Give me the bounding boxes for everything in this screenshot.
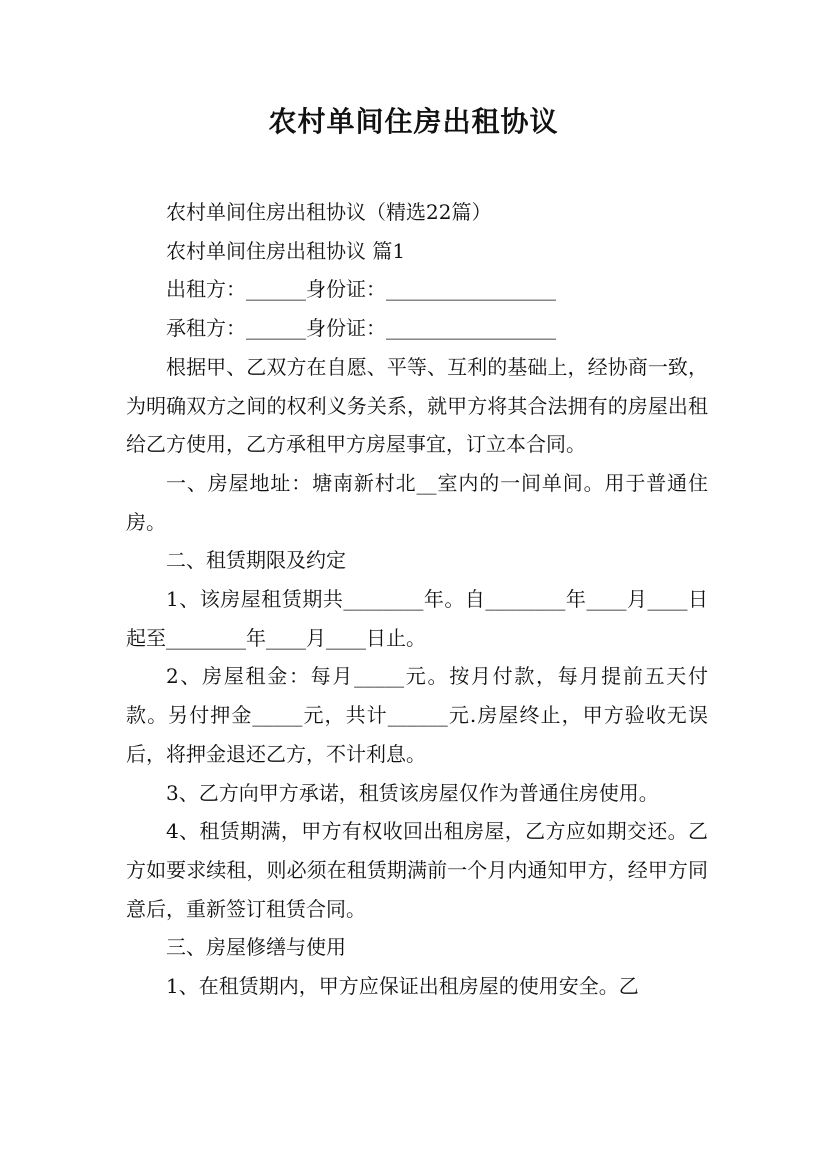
paragraph-expiry: 4、租赁期满，甲方有权收回出租房屋，乙方应如期交还。乙方如要求续租，则必须在租赁期满前一个月内通知甲方，经甲方同意后，重新签订租赁合同。	[126, 819, 708, 921]
paragraph-usage: 3、乙方向甲方承诺，租赁该房屋仅作为普通住房使用。	[166, 780, 659, 805]
paragraph-repair-heading: 三、房屋修缮与使用	[166, 935, 346, 960]
paragraph-repair-safety: 1、在租赁期内，甲方应保证出租房屋的使用安全。乙	[166, 974, 639, 999]
paragraph-rent: 2、房屋租金：每月_____元。按月付款，每月提前五天付款。另付押金_____元，共计______元.房屋终止，甲方验收无误后，将押金退还乙方，不计利息。	[126, 664, 708, 766]
paragraph-lessee: 承租方：______身份证：_________________	[166, 316, 556, 341]
document-title: 农村单间住房出租协议	[268, 105, 559, 138]
paragraph-address: 一、房屋地址：塘南新村北__室内的一间单间。用于普通住房。	[126, 470, 708, 534]
document-body	[126, 193, 708, 1006]
paragraph-preamble: 根据甲、乙双方在自愿、平等、互利的基础上，经协商一致，为明确双方之间的权利义务关系，就甲方将其合法拥有的房屋出租给乙方使用，乙方承租甲方房屋事宜，订立本合同。	[126, 354, 708, 457]
paragraph-term-period: 1、该房屋租赁期共________年。自________年____月____日起至________年____月____日止。	[126, 587, 708, 650]
paragraph-lessor: 出租方：______身份证：_________________	[166, 277, 556, 302]
paragraph-term-heading: 二、租赁期限及约定	[166, 548, 346, 573]
paragraph-section-heading: 农村单间住房出租协议 篇1	[166, 238, 406, 263]
paragraph-subtitle: 农村单间住房出租协议（精选22篇）	[166, 200, 492, 224]
